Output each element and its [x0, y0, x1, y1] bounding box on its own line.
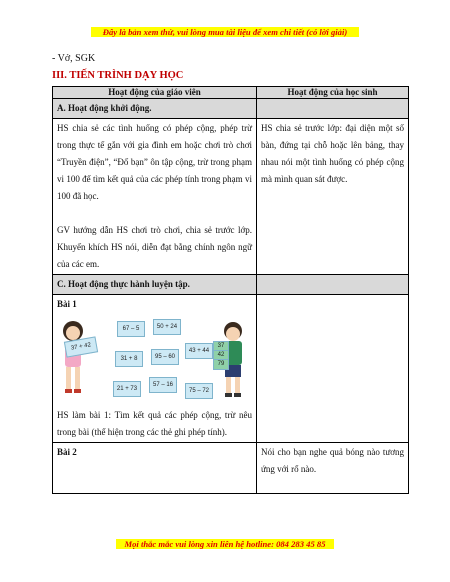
part-a-teacher-paragraph-2: GV hướng dẫn HS chơi trò chơi, chia sẻ trước lớp. Khuyến khích HS nói, diễn đạt bằng chính ngôn ngữ của các em. — [57, 225, 252, 269]
part-a-teacher-cell — [53, 119, 257, 275]
part-c-heading-row — [53, 275, 409, 295]
table-row — [53, 119, 409, 275]
part-a-teacher-paragraph: HS chia sẻ các tình huống có phép cộng, phép trừ trong thực tế gắn với gia đình em hoặc chơi trò chơi “Truyền điện”, “Đố bạn” ôn tập cộng, trừ trong phạm vi 100 để tìm kết quả của các phép tính trong phạm vi 100 đã học. — [57, 123, 252, 201]
table-header-row — [53, 87, 409, 99]
section-title: III. TIẾN TRÌNH DẠY HỌC — [52, 70, 184, 81]
operation-card: 43 + 44 — [185, 343, 213, 359]
teacher-column-header: Hoạt động của giáo viên — [53, 87, 257, 99]
operation-card: 31 + 8 — [115, 351, 143, 367]
operation-card: 50 + 24 — [153, 319, 181, 335]
lesson-table — [52, 86, 409, 494]
operation-card: 57 – 16 — [149, 377, 177, 393]
bai2-teacher-cell — [53, 443, 257, 494]
bai2-title: Bài 2 — [57, 447, 77, 457]
bai1-description: HS làm bài 1: Tìm kết quả các phép cộng, trừ nêu trong bài (thể hiện trong các thẻ ghi phép tính). — [57, 410, 252, 437]
hotline-banner: Mọi thắc mắc vui lòng xin liên hệ hotline: 084 283 45 85 — [116, 539, 334, 549]
operation-card: 75 – 72 — [185, 383, 213, 399]
bai1-title: Bài 1 — [57, 299, 77, 309]
part-a-heading: A. Hoạt động khởi động. — [53, 99, 257, 119]
girl-illustration — [59, 319, 105, 401]
part-c-heading: C. Hoạt động thực hành luyện tập. — [53, 275, 257, 295]
bai1-student-cell — [257, 295, 409, 443]
boy-card: 79 — [213, 359, 229, 370]
table-row — [53, 443, 409, 494]
boy-card: 42 — [213, 350, 229, 361]
operation-card: 95 – 60 — [151, 349, 179, 365]
preview-banner: Đây là bản xem thử, vui lòng mua tài liệu để xem chi tiết (có lời giải) — [91, 27, 359, 37]
student-column-header: Hoạt động của học sinh — [257, 87, 409, 99]
bai2-student-cell: Nói cho bạn nghe quả bóng nào tương ứng với rổ nào. — [257, 443, 409, 494]
boy-card: 37 — [213, 341, 229, 352]
part-a-heading-row — [53, 99, 409, 119]
bai1-teacher-cell — [53, 295, 257, 443]
table-row — [53, 295, 409, 443]
part-c-heading-empty — [257, 275, 409, 295]
part-a-student-cell: HS chia sẻ trước lớp: đại diện một số bàn, đứng tại chỗ hoặc lên bảng, thay nhau nói một tình huống có phép cộng mà mình quan sát được. — [257, 119, 409, 275]
operation-card: 67 – 5 — [117, 321, 145, 337]
girl-card: 37 + 42 — [64, 336, 98, 357]
operation-card: 21 + 73 — [113, 381, 141, 397]
paragraph-gap — [57, 205, 252, 222]
bai1-illustration — [57, 315, 252, 403]
part-a-heading-empty — [257, 99, 409, 119]
materials-line: - Vở, SGK — [52, 53, 96, 64]
